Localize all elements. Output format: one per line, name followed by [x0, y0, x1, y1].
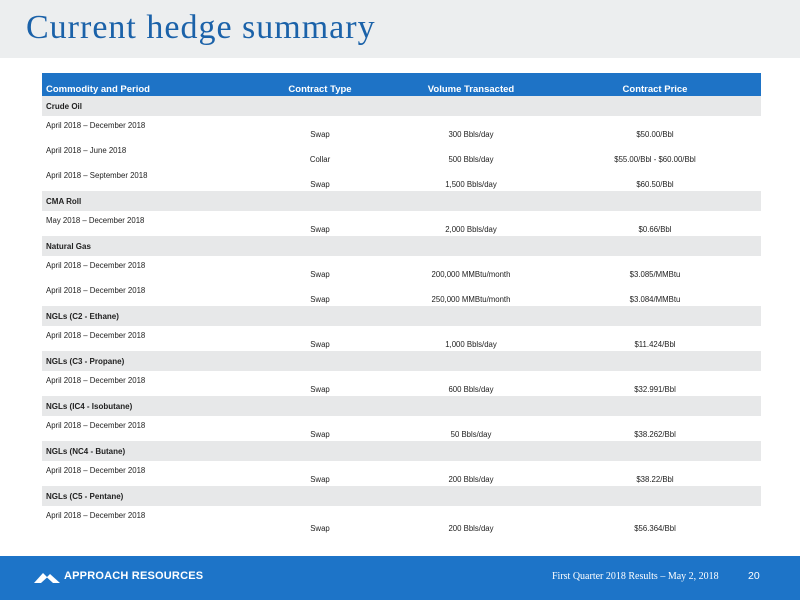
table-row	[42, 461, 761, 486]
section-label: NGLs (C5 - Pentane)	[42, 486, 761, 506]
contract-type-cell: Collar	[309, 155, 331, 164]
volume-cell: 250,000 MMBtu/month	[431, 295, 511, 304]
contract-type-cell: Swap	[310, 524, 330, 533]
page-number: 20	[748, 570, 760, 582]
table-row	[42, 166, 761, 191]
price-cell: $32.991/Bbl	[634, 385, 676, 394]
section-row	[42, 441, 761, 461]
contract-type-cell: Swap	[310, 270, 330, 279]
price-cell: $38.262/Bbl	[634, 430, 676, 439]
volume-cell: 2,000 Bbls/day	[445, 225, 497, 234]
footer-note: First Quarter 2018 Results – May 2, 2018	[552, 571, 719, 582]
price-cell: $50.00/Bbl	[636, 130, 674, 139]
period-cell: April 2018 – September 2018	[46, 171, 148, 180]
table-row	[42, 371, 761, 396]
column-header-volume: Volume Transacted	[393, 73, 549, 96]
table-row	[42, 506, 761, 535]
section-label: CMA Roll	[42, 191, 761, 211]
volume-cell: 200 Bbls/day	[448, 475, 494, 484]
section-row	[42, 191, 761, 211]
contract-type-cell: Swap	[310, 385, 330, 394]
section-row	[42, 486, 761, 506]
volume-cell: 200 Bbls/day	[448, 524, 494, 533]
contract-type-cell: Swap	[310, 475, 330, 484]
section-row	[42, 396, 761, 416]
contract-type-cell: Swap	[310, 295, 330, 304]
period-cell: April 2018 – December 2018	[46, 286, 146, 295]
section-label: NGLs (C2 - Ethane)	[42, 306, 761, 326]
column-header-contract-type: Contract Type	[247, 73, 393, 96]
contract-type-cell: Swap	[310, 430, 330, 439]
volume-cell: 600 Bbls/day	[448, 385, 494, 394]
price-cell: $56.364/Bbl	[634, 524, 676, 533]
page-title: Current hedge summary	[26, 9, 376, 46]
section-row	[42, 306, 761, 326]
section-label: Natural Gas	[42, 236, 761, 256]
table-row	[42, 211, 761, 236]
volume-cell: 1,000 Bbls/day	[445, 340, 497, 349]
table-row	[42, 141, 761, 166]
hedge-summary-table	[42, 73, 761, 535]
contract-type-cell: Swap	[310, 180, 330, 189]
price-cell: $55.00/Bbl - $60.00/Bbl	[614, 155, 696, 164]
table-row	[42, 281, 761, 306]
volume-cell: 1,500 Bbls/day	[445, 180, 497, 189]
table-row	[42, 256, 761, 281]
period-cell: April 2018 – December 2018	[46, 376, 146, 385]
table-header-row	[42, 73, 761, 96]
price-cell: $38.22/Bbl	[636, 475, 674, 484]
section-label: NGLs (C3 - Propane)	[42, 351, 761, 371]
price-cell: $3.084/MMBtu	[629, 295, 681, 304]
period-cell: April 2018 – December 2018	[46, 261, 146, 270]
table-row	[42, 116, 761, 141]
volume-cell: 500 Bbls/day	[448, 155, 494, 164]
company-name: APPROACH RESOURCES	[64, 570, 204, 582]
price-cell: $11.424/Bbl	[634, 340, 676, 349]
volume-cell: 200,000 MMBtu/month	[431, 270, 511, 279]
volume-cell: 300 Bbls/day	[448, 130, 494, 139]
period-cell: April 2018 – December 2018	[46, 511, 146, 520]
price-cell: $60.50/Bbl	[636, 180, 674, 189]
contract-type-cell: Swap	[310, 130, 330, 139]
period-cell: April 2018 – December 2018	[46, 121, 146, 130]
period-cell: April 2018 – December 2018	[46, 466, 146, 475]
contract-type-cell: Swap	[310, 225, 330, 234]
table-row	[42, 326, 761, 351]
section-label: NGLs (NC4 - Butane)	[42, 441, 761, 461]
section-label: NGLs (IC4 - Isobutane)	[42, 396, 761, 416]
table-body	[42, 96, 761, 535]
price-cell: $3.085/MMBtu	[629, 270, 681, 279]
period-cell: April 2018 – December 2018	[46, 421, 146, 430]
section-row	[42, 351, 761, 371]
table-row	[42, 416, 761, 441]
period-cell: April 2018 – December 2018	[46, 331, 146, 340]
period-cell: April 2018 – June 2018	[46, 146, 127, 155]
section-label: Crude Oil	[42, 96, 761, 116]
price-cell: $0.66/Bbl	[638, 225, 672, 234]
contract-type-cell: Swap	[310, 340, 330, 349]
approach-resources-logo-icon	[34, 571, 60, 583]
column-header-commodity: Commodity and Period	[42, 73, 247, 96]
column-header-price: Contract Price	[549, 73, 761, 96]
section-row	[42, 96, 761, 116]
section-row	[42, 236, 761, 256]
volume-cell: 50 Bbls/day	[450, 430, 492, 439]
footer-bar	[0, 556, 800, 600]
period-cell: May 2018 – December 2018	[46, 216, 145, 225]
title-band	[0, 0, 800, 58]
